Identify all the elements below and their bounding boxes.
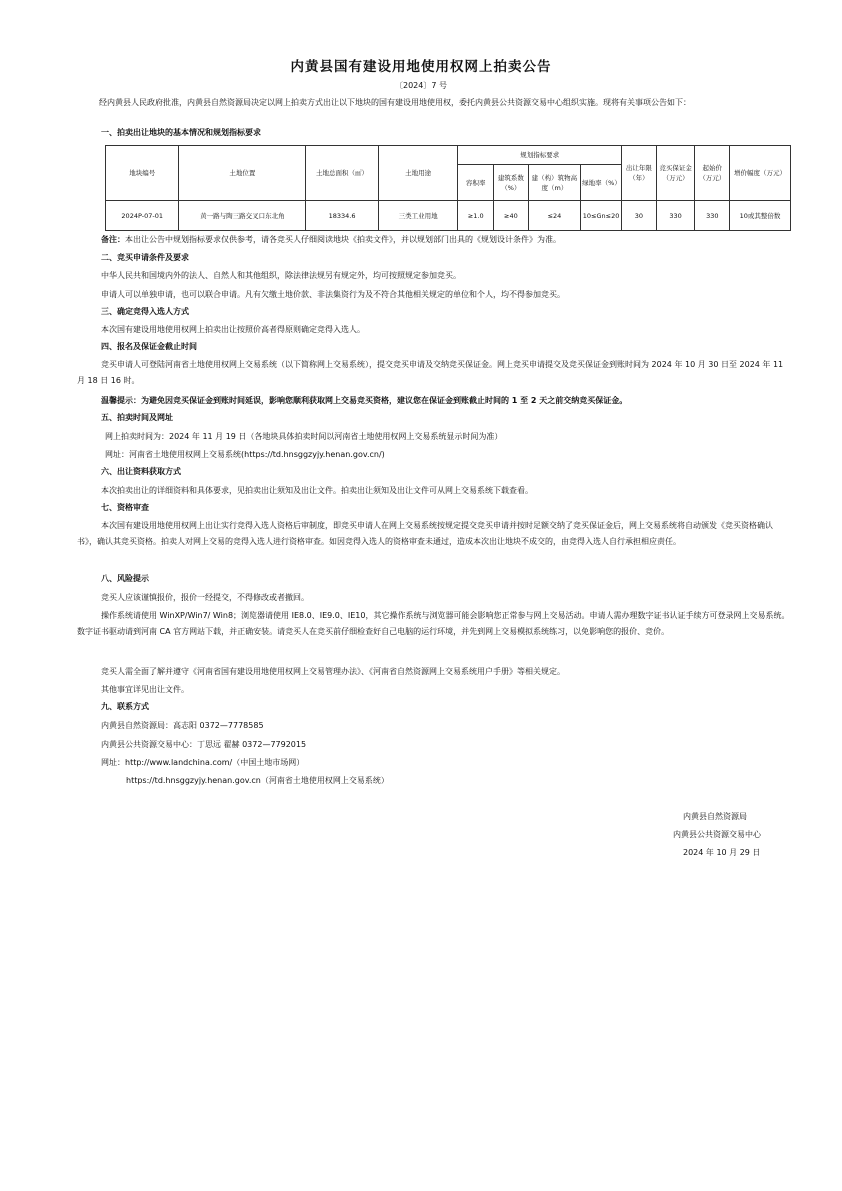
section-6-p1: 本次拍卖出让的详细资料和具体要求，见拍卖出让须知及出让文件。拍卖出让须知及出让文件可从网上交易系统下载查看。 bbox=[101, 486, 533, 495]
section-8-p1: 竞买人应该谨慎报价，报价一经提交，不得修改或者撤回。 bbox=[101, 593, 309, 602]
header-density: 建筑系数（%） bbox=[494, 165, 529, 201]
cell-far: ≥1.0 bbox=[458, 201, 494, 231]
cell-term: 30 bbox=[622, 201, 657, 231]
section-2-p1: 中华人民共和国境内外的法人、自然人和其他组织，除法律法规另有规定外，均可按照规定参加竞买。 bbox=[101, 271, 461, 280]
section-7-heading: 七、资格审查 bbox=[101, 503, 149, 512]
cell-density: ≥40 bbox=[494, 201, 529, 231]
section-4-tip: 温馨提示：为避免因竞买保证金到账时间延误，影响您顺利获取网上交易竞买资格，建议您在保证金到账截止时间的 1 至 2 天之前交纳竞买保证金。 bbox=[101, 396, 628, 405]
page-title: 内黄县国有建设用地使用权网上拍卖公告 bbox=[290, 59, 552, 75]
section-4-heading: 四、报名及保证金截止时间 bbox=[101, 342, 197, 351]
header-planning: 规划指标要求 bbox=[458, 146, 622, 165]
section-8-p4: 其他事宜详见出让文件。 bbox=[101, 685, 189, 694]
header-start-price: 起始价（万元） bbox=[695, 146, 730, 201]
contact-website-1[interactable]: 网址：http://www.landchina.com/（中国土地市场网） bbox=[101, 758, 305, 767]
note-paragraph bbox=[101, 232, 781, 248]
cell-green: 10≤Gn≤20 bbox=[581, 201, 622, 231]
section-5-heading: 五、拍卖时间及网址 bbox=[101, 413, 173, 422]
note-text: 本出让公告中规划指标要求仅供参考，请各竞买人仔细阅读地块《拍卖文件》，并以规划部门出具的《规划设计条件》为准。 bbox=[125, 235, 561, 244]
header-far: 容积率 bbox=[458, 165, 494, 201]
section-5-p1: 网上拍卖时间为：2024 年 11 月 19 日（各地块具体拍卖时间以河南省土地使用权网上交易系统显示时间为准） bbox=[105, 432, 503, 441]
header-height: 建（构）筑物高度（m） bbox=[528, 165, 580, 201]
section-6-heading: 六、出让资料获取方式 bbox=[101, 467, 181, 476]
contact-land-bureau: 内黄县自然资源局：高志阳 0372—7778585 bbox=[101, 721, 264, 730]
header-area: 土地总面积（㎡） bbox=[306, 146, 378, 201]
section-9-heading: 九、联系方式 bbox=[101, 702, 149, 711]
section-8-p3: 竞买人需全面了解并遵守《河南省国有建设用地使用权网上交易管理办法》、《河南省自然资源网上交易系统用户手册》等相关规定。 bbox=[101, 667, 565, 676]
signature-org-2: 内黄县公共资源交易中心 bbox=[673, 830, 761, 839]
cell-start-price: 330 bbox=[695, 201, 730, 231]
cell-deposit: 330 bbox=[656, 201, 695, 231]
header-parcel-no: 地块编号 bbox=[106, 146, 179, 201]
section-5-p2: 网址：河南省土地使用权网上交易系统(https://td.hnsggzyjy.henan.gov.cn/) bbox=[105, 450, 385, 459]
section-7-p1: 本次国有建设用地使用权网上出让实行竞得入选人资格后审制度，即竞买申请人在网上交易系统按规定提交竞买申请并按时足额交纳了竞买保证金后，网上交易系统将自动颁发《竞买资格确认书》，确认其竞买资格。拍卖人对网上交易的竞得入选人进行资格审查。如因竞得入选人的资格审查未通过，造成本次出让地块不成交的，由竞得入选人自行承担相应责任。 bbox=[77, 521, 773, 546]
signature-org-1: 内黄县自然资源局 bbox=[683, 812, 747, 821]
section-3-p1: 本次国有建设用地使用权网上拍卖出让按照价高者得原则确定竞得入选人。 bbox=[101, 325, 365, 334]
contact-website-2[interactable]: https://td.hnsggzyjy.henan.gov.cn（河南省土地使用权网上交易系统） bbox=[126, 776, 389, 785]
cell-parcel-no: 2024P-07-01 bbox=[106, 201, 179, 231]
intro-paragraph: 经内黄县人民政府批准，内黄县自然资源局决定以网上拍卖方式出让以下地块的国有建设用地使用权，委托内黄县公共资源交易中心组织实施。现将有关事项公告如下： bbox=[99, 98, 691, 107]
note-label: 备注： bbox=[101, 235, 125, 244]
section-3-heading: 三、确定竞得入选人方式 bbox=[101, 307, 189, 316]
land-parcel-table bbox=[105, 145, 791, 231]
section-4-p1: 竞买申请人可登陆河南省土地使用权网上交易系统（以下简称网上交易系统），提交竞买申请及交纳竞买保证金。网上竞买申请提交及竞买保证金到账时间为 2024 年 10 月 30 日至 2024 年 11 月 18 日 16 时。 bbox=[77, 360, 784, 385]
cell-location: 黄一路与陶三路交叉口东北角 bbox=[179, 201, 306, 231]
cell-area: 18334.6 bbox=[306, 201, 378, 231]
section-8-p2: 操作系统请使用 WinXP/Win7/ Win8；浏览器请使用 IE8.0、IE9.0、IE10，其它操作系统与浏览器可能会影响您正常参与网上交易活动。申请人需办理数字证书认证手续方可登录网上交易系统。数字证书驱动请到河南 CA 官方网站下载，并正确安装。请竞买人在竞买前仔细检查好自己电脑的运行环境，并先到网上交易模拟系统练习，以免影响您的报价、竞价。 bbox=[77, 611, 790, 636]
header-location: 土地位置 bbox=[179, 146, 306, 201]
section-1-heading: 一、拍卖出让地块的基本情况和规划指标要求 bbox=[101, 128, 261, 137]
contact-trading-center: 内黄县公共资源交易中心：丁思远 翟赫 0372—7792015 bbox=[101, 740, 307, 749]
header-use: 土地用途 bbox=[378, 146, 458, 201]
header-green: 绿地率（%） bbox=[581, 165, 622, 201]
table-row bbox=[106, 201, 791, 231]
section-2-p2: 申请人可以单独申请，也可以联合申请。凡有欠缴土地价款、非法集资行为及不符合其他相关规定的单位和个人，均不得参加竞买。 bbox=[101, 290, 565, 299]
section-8-heading: 八、风险提示 bbox=[101, 574, 149, 583]
cell-increment: 10或其整倍数 bbox=[730, 201, 791, 231]
header-deposit: 竞买保证金（万元） bbox=[656, 146, 695, 201]
header-term: 出让年限（年） bbox=[622, 146, 657, 201]
section-2-heading: 二、竞买申请条件及要求 bbox=[101, 253, 189, 262]
cell-use: 三类工业用地 bbox=[378, 201, 458, 231]
header-increment: 增价幅度（万元） bbox=[730, 146, 791, 201]
document-number: 〔2024〕7 号 bbox=[395, 81, 447, 90]
cell-height: ≤24 bbox=[528, 201, 580, 231]
signature-date: 2024 年 10 月 29 日 bbox=[683, 848, 761, 857]
